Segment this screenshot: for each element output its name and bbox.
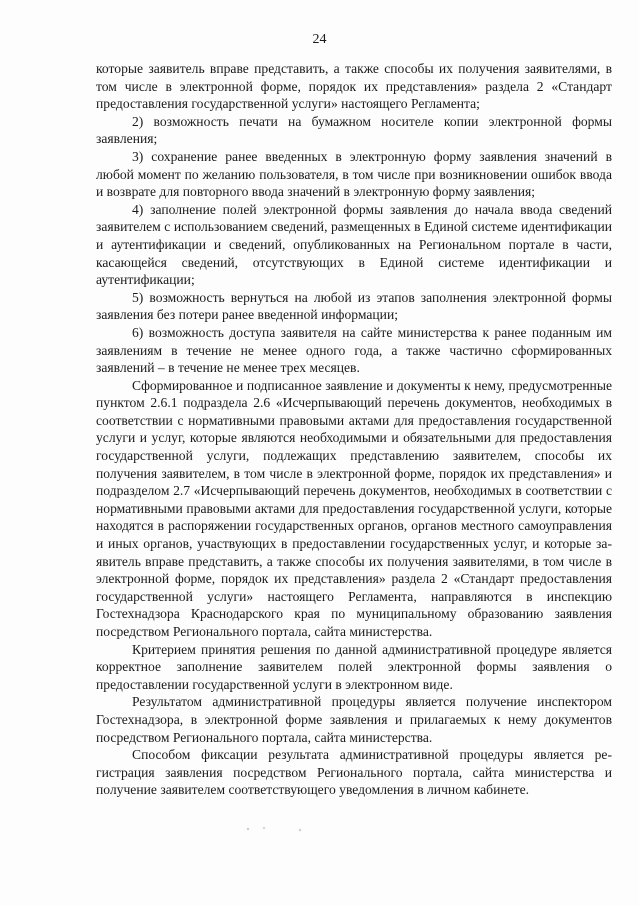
list-item-3: 3) сохранение ранее введенных в электронную форму заявления значений в любой момент по желанию пользователя, в том числе при возникновении ошибок ввода и возврате для повторного ввода значений в электронную форму заявления;	[96, 148, 612, 200]
paragraph-submission: Сформированное и подписанное заявление и документы к нему, предусмотренные пунктом 2.6.1 подраздела 2.6 «Исчерпывающий перечень документов, необходимых в соответствии с нормативными правовыми актами для предоставления государственной услуги и услуг, которые являются необходимыми и обязательными для предоставления государственной услуги, подлежащих представлению заявителем, способы их получения заявителем, в том числе в электронной форме, порядок их представления» и подразделом 2.7 «Исчерпывающий перечень документов, необходимых в соответствии с нормативными правовыми актами для предоставления государственной услуги, которые находятся в распоряжении государственных органов, органов местного самоуправления и иных органов, участвующих в предоставлении государственных услуг, и которые заявитель вправе представить, а также способы их получения заявителями, в том числе в электронной форме, порядок их представления» раздела 2 «Стандарт предоставления государственной услуги» настоящего Регламента, направляются в инспекцию Гостехнадзора Краснодарского края по муниципальному образованию заявления посредством Регионального портала, сайта министерства.	[96, 377, 612, 639]
list-item-5: 5) возможность вернуться на любой из этапов заполнения электронной формы заявления без потери ранее введенной информации;	[96, 289, 612, 323]
list-item-6: 6) возможность доступа заявителя на сайте министерства к ранее поданным им заявлениям в течение не менее одного года, а также частично сформированных заявлений – в течение не менее трех месяцев.	[96, 324, 612, 376]
paragraph-result: Результатом административной процедуры является получение инспектором Гостехнадзора, в электронной форме заявления и прилагаемых к нему документов посредством Регионального портала, сайта министерства.	[96, 694, 612, 745]
paragraph-fixation: Способом фиксации результата административной процедуры является регистрация заявления посредством Регионального портала, сайта министерства и получение заявителем соответствующего уведомления в личном кабинете.	[96, 747, 612, 798]
list-item-4: 4) заполнение полей электронной формы заявления до начала ввода сведений заявителем с использованием сведений, размещенных в Единой системе идентификации и аутентификации и сведений, опубликованных на Региональном портале в части, касающейся сведений, отсутствующих в Единой системе идентификации и аутентификации;	[96, 201, 612, 288]
paragraph-continuation: которые заявитель вправе представить, а также способы их получения заявителями, в том числе в электронной форме, порядок их представления» раздела 2 «Стандарт предоставления государственной услуги» настоящего Регламента;	[96, 61, 612, 112]
paragraph-criterion: Критерием принятия решения по данной административной процедуре является корректное заполнение заявителем полей электронной формы заявления о предоставлении государственной услуги в электронном виде.	[96, 641, 612, 692]
page-number: 24	[312, 32, 327, 47]
scan-artifact	[240, 826, 320, 832]
document-body	[96, 60, 612, 799]
list-item-2: 2) возможность печати на бумажном носителе копии электронной формы заявления;	[96, 113, 612, 147]
